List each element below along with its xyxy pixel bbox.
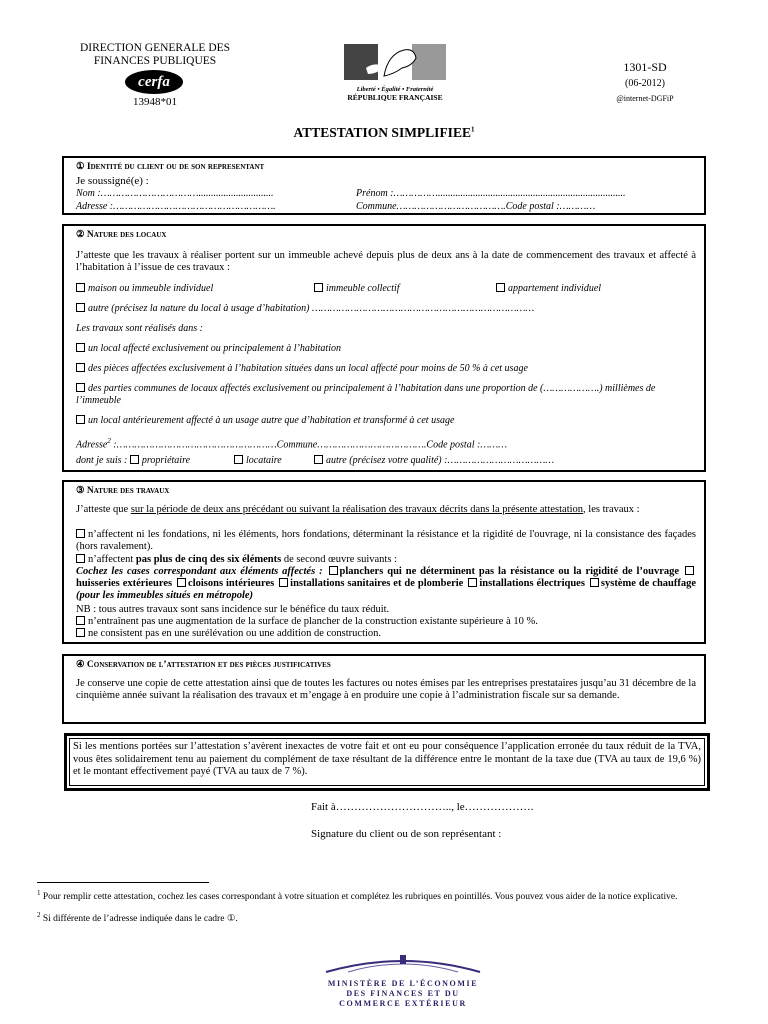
option-maison-label: maison ou immeuble individuel bbox=[88, 283, 214, 294]
cochez-label: Cochez les cases correspondant aux éléments affectés : bbox=[76, 566, 323, 577]
option-r3[interactable] bbox=[76, 383, 696, 407]
qualite-row bbox=[76, 455, 696, 467]
footnote-1-number: 1 bbox=[37, 889, 41, 897]
chauffage-note: (pour les immeubles situés en métropole) bbox=[76, 590, 254, 601]
ministry-arc-icon bbox=[318, 952, 488, 974]
section-2-heading bbox=[76, 229, 166, 240]
section-1-title: Identité du client ou de son representant bbox=[86, 162, 265, 172]
ministry-line-3: COMMERCE EXTÉRIEUR bbox=[339, 999, 467, 1008]
commune-field[interactable]: Commune……………………………….Code postal :………… bbox=[356, 201, 596, 212]
conservation-text: Je conserve une copie de cette attestation ainsi que de toutes les factures ou notes émises par les entreprises prestataires jusqu’au 31 décembre de la cinquième année suivant la réalisation des travaux et m’engage à en produire une copie à l’administration fiscale sur sa demande. bbox=[76, 678, 696, 701]
option-proprietaire-label: propriétaire bbox=[141, 455, 191, 466]
option-collectif[interactable] bbox=[314, 283, 400, 295]
checkbox-icon[interactable] bbox=[76, 554, 85, 563]
element-cloisons: cloisons intérieures bbox=[188, 578, 275, 589]
section-2-title: Nature des locaux bbox=[86, 230, 167, 240]
signature-label: Signature du client ou de son représentant : bbox=[311, 828, 502, 840]
section-3-heading bbox=[76, 485, 169, 496]
checkbox-icon[interactable] bbox=[496, 283, 505, 292]
travaux-t1-label: n’affectent ni les fondations, ni les éléments, hors fondations, déterminant la résistance et la rigidité de l'ouvrage, ni la consistance des façades (hors ravalement). bbox=[76, 529, 696, 552]
fait-field[interactable]: Fait à………………………….., le………………. bbox=[311, 801, 534, 813]
travaux-t2-bold: pas plus de cinq des six éléments bbox=[135, 554, 282, 565]
locaux-intro: J’atteste que les travaux à réaliser portent sur un immeuble achevé depuis plus de deux ans à la date de commencement des travaux et affecté à l’habitation à l’issue de ces travaux : bbox=[76, 250, 696, 273]
type-row bbox=[76, 283, 696, 295]
option-locataire-label: locataire bbox=[246, 455, 282, 466]
travaux-t1[interactable] bbox=[76, 529, 696, 553]
checkbox-icon[interactable] bbox=[76, 363, 85, 372]
option-locataire[interactable] bbox=[234, 455, 282, 467]
option-maison[interactable] bbox=[76, 283, 213, 294]
adresse-locaux-label: Adresse bbox=[76, 439, 108, 451]
ministry-line-1: MINISTÈRE DE L’ÉCONOMIE bbox=[327, 979, 479, 988]
section-identite bbox=[62, 156, 706, 215]
checkbox-icon[interactable] bbox=[76, 343, 85, 352]
checkbox-icon[interactable] bbox=[685, 566, 694, 575]
warning-box bbox=[64, 733, 710, 791]
elements-list bbox=[76, 566, 696, 602]
travaux-t2-a: n’affectent bbox=[88, 554, 136, 565]
checkbox-icon[interactable] bbox=[177, 578, 186, 587]
option-r1[interactable] bbox=[76, 343, 696, 355]
adresse-footnote-ref: 2 bbox=[107, 437, 111, 445]
option-collectif-label: immeuble collectif bbox=[326, 283, 400, 294]
element-electriques: installations électriques bbox=[479, 578, 585, 589]
checkbox-icon[interactable] bbox=[590, 578, 599, 587]
checkbox-icon[interactable] bbox=[314, 283, 323, 292]
section-4-heading bbox=[76, 659, 331, 670]
travaux-t3-label: n’entraînent pas une augmentation de la surface de plancher de la construction existante supérieure à 10 %. bbox=[88, 616, 538, 627]
cerfa-number: 13948*01 bbox=[133, 96, 177, 108]
option-r1-label: un local affecté exclusivement ou principalement à l’habitation bbox=[88, 343, 341, 354]
option-appartement[interactable] bbox=[496, 283, 601, 295]
checkbox-icon[interactable] bbox=[76, 415, 85, 424]
adresse-row bbox=[76, 201, 696, 213]
section-locaux bbox=[62, 224, 706, 472]
org-line-2: FINANCES PUBLIQUES bbox=[93, 55, 217, 67]
republic-label: RÉPUBLIQUE FRANÇAISE bbox=[347, 93, 443, 102]
adresse-locaux[interactable] bbox=[76, 435, 696, 451]
section-3-title: Nature des travaux bbox=[86, 486, 170, 496]
dont-label: dont je suis : bbox=[76, 455, 128, 466]
footnote-1-text: Pour remplir cette attestation, cochez les cases correspondant à votre situation et complétez les rubriques en pointillés. Vous pouvez vous aider de la notice explicative. bbox=[40, 892, 678, 903]
travaux-intro-underlined: sur la période de deux ans précédant ou suivant la réalisation des travaux décrits dans la présente attestation bbox=[130, 504, 584, 515]
footnote-1 bbox=[37, 888, 738, 903]
marianne-logo-icon bbox=[344, 44, 446, 106]
option-autre-qualite[interactable] bbox=[314, 455, 554, 467]
option-proprietaire[interactable] bbox=[130, 455, 190, 466]
option-r2[interactable] bbox=[76, 363, 696, 375]
checkbox-icon[interactable] bbox=[329, 566, 338, 575]
checkbox-icon[interactable] bbox=[468, 578, 477, 587]
footnote-2-number: 2 bbox=[37, 911, 41, 919]
form-code: 1301-SD bbox=[623, 60, 667, 74]
section-4-title: Conservation de l’attestation et des pièces justificatives bbox=[86, 660, 331, 670]
section-conservation bbox=[62, 654, 706, 724]
org-name bbox=[60, 42, 250, 68]
checkbox-icon[interactable] bbox=[130, 455, 139, 464]
credit: @internet-DGFiP bbox=[616, 94, 674, 103]
travaux-t2[interactable] bbox=[76, 554, 696, 566]
section-4-number: ④ bbox=[76, 660, 85, 670]
title-footnote-ref: 1 bbox=[470, 125, 475, 134]
prenom-field[interactable]: Prénom :……………........................................................................... bbox=[356, 188, 626, 199]
element-chauffage: système de chauffage bbox=[600, 578, 697, 589]
adresse-locaux-fields[interactable]: :………………………………………………Commune……………………………….Code postal :……… bbox=[110, 439, 507, 451]
nb-note: NB : tous autres travaux sont sans incidence sur le bénéfice du taux réduit. bbox=[76, 604, 390, 615]
travaux-intro-a: J’atteste que bbox=[76, 504, 131, 515]
travaux-t4[interactable] bbox=[76, 628, 696, 640]
checkbox-icon[interactable] bbox=[314, 455, 323, 464]
footnote-2-text: Si différente de l’adresse indiquée dans le cadre ①. bbox=[40, 914, 238, 925]
section-travaux bbox=[62, 480, 706, 644]
page-title-text: ATTESTATION SIMPLIFIEE bbox=[293, 125, 471, 140]
checkbox-icon[interactable] bbox=[76, 383, 85, 392]
checkbox-icon[interactable] bbox=[76, 628, 85, 637]
option-r4-label: un local antérieurement affecté à un usage autre que d’habitation et transformé à cet usage bbox=[88, 415, 455, 426]
cerfa-logo-text: cerfa bbox=[138, 74, 170, 90]
section-2-number: ② bbox=[76, 230, 85, 240]
motto: Liberté • Égalité • Fraternité bbox=[356, 86, 434, 93]
page-title bbox=[0, 125, 768, 141]
checkbox-icon[interactable] bbox=[76, 616, 85, 625]
soussigne-label: Je soussigné(e) : bbox=[76, 175, 149, 187]
checkbox-icon[interactable] bbox=[76, 529, 85, 538]
footnote-divider bbox=[37, 882, 209, 883]
element-sanitaires: installations sanitaires et de plomberie bbox=[290, 578, 464, 589]
org-line-1: DIRECTION GENERALE DES bbox=[79, 42, 231, 54]
warning-text: Si les mentions portées sur l’attestation s’avèrent inexactes de votre fait et ont eu pour conséquence l’application erronée du taux réduit de la TVA, vous êtes solidairement tenu au paiement du complément de taxe résultant de la différence entre le montant de la taxe due (TVA au taux de 19,6 %) et le montant effectivement payé (TVA au taux de 7 %). bbox=[73, 741, 701, 777]
element-huisseries: huisseries extérieures bbox=[76, 578, 173, 589]
option-autre-label: autre (précisez la nature du local à usage d’habitation) ………………………………………………………………… bbox=[88, 303, 535, 314]
realises-label: Les travaux sont réalisés dans : bbox=[76, 323, 203, 334]
option-r2-label: des pièces affectées exclusivement à l’habitation situées dans un local affecté pour moins de 50 % à cet usage bbox=[88, 363, 528, 374]
travaux-t3[interactable] bbox=[76, 616, 696, 628]
nom-row bbox=[76, 188, 696, 200]
section-3-number: ③ bbox=[76, 486, 85, 496]
checkbox-icon[interactable] bbox=[279, 578, 288, 587]
element-planchers: planchers qui ne déterminent pas la résistance ou la rigidité de l’ouvrage bbox=[339, 566, 680, 577]
checkbox-icon[interactable] bbox=[76, 303, 85, 312]
form-date: (06-2012) bbox=[625, 78, 665, 89]
footnote-2 bbox=[37, 910, 738, 925]
option-autre[interactable] bbox=[76, 303, 696, 315]
option-appartement-label: appartement individuel bbox=[508, 283, 602, 294]
option-r4[interactable] bbox=[76, 415, 696, 427]
option-r3-label: des parties communes de locaux affectés exclusivement ou principalement à l’habitation dans une proportion de (……………….) millièmes de l’immeuble bbox=[76, 383, 656, 406]
travaux-t4-label: ne consistent pas en une surélévation ou une addition de construction. bbox=[88, 628, 382, 639]
travaux-intro bbox=[76, 504, 696, 516]
checkbox-icon[interactable] bbox=[234, 455, 243, 464]
option-autre-qualite-label: autre (précisez votre qualité) :……………………………… bbox=[326, 455, 555, 466]
section-1-number: ① bbox=[76, 162, 85, 172]
ministry-logo bbox=[318, 952, 488, 1012]
checkbox-icon[interactable] bbox=[76, 283, 85, 292]
nom-field[interactable]: Nom :…………………………….............................. bbox=[76, 188, 274, 199]
cerfa-logo bbox=[125, 70, 183, 94]
travaux-t2-c: de second œuvre suivants : bbox=[281, 554, 397, 565]
section-1-heading bbox=[76, 161, 264, 172]
travaux-intro-b: , les travaux : bbox=[583, 504, 640, 515]
ministry-line-2: DES FINANCES ET DU bbox=[346, 989, 460, 998]
adresse-field[interactable]: Adresse :………………………………………………. bbox=[76, 201, 276, 212]
